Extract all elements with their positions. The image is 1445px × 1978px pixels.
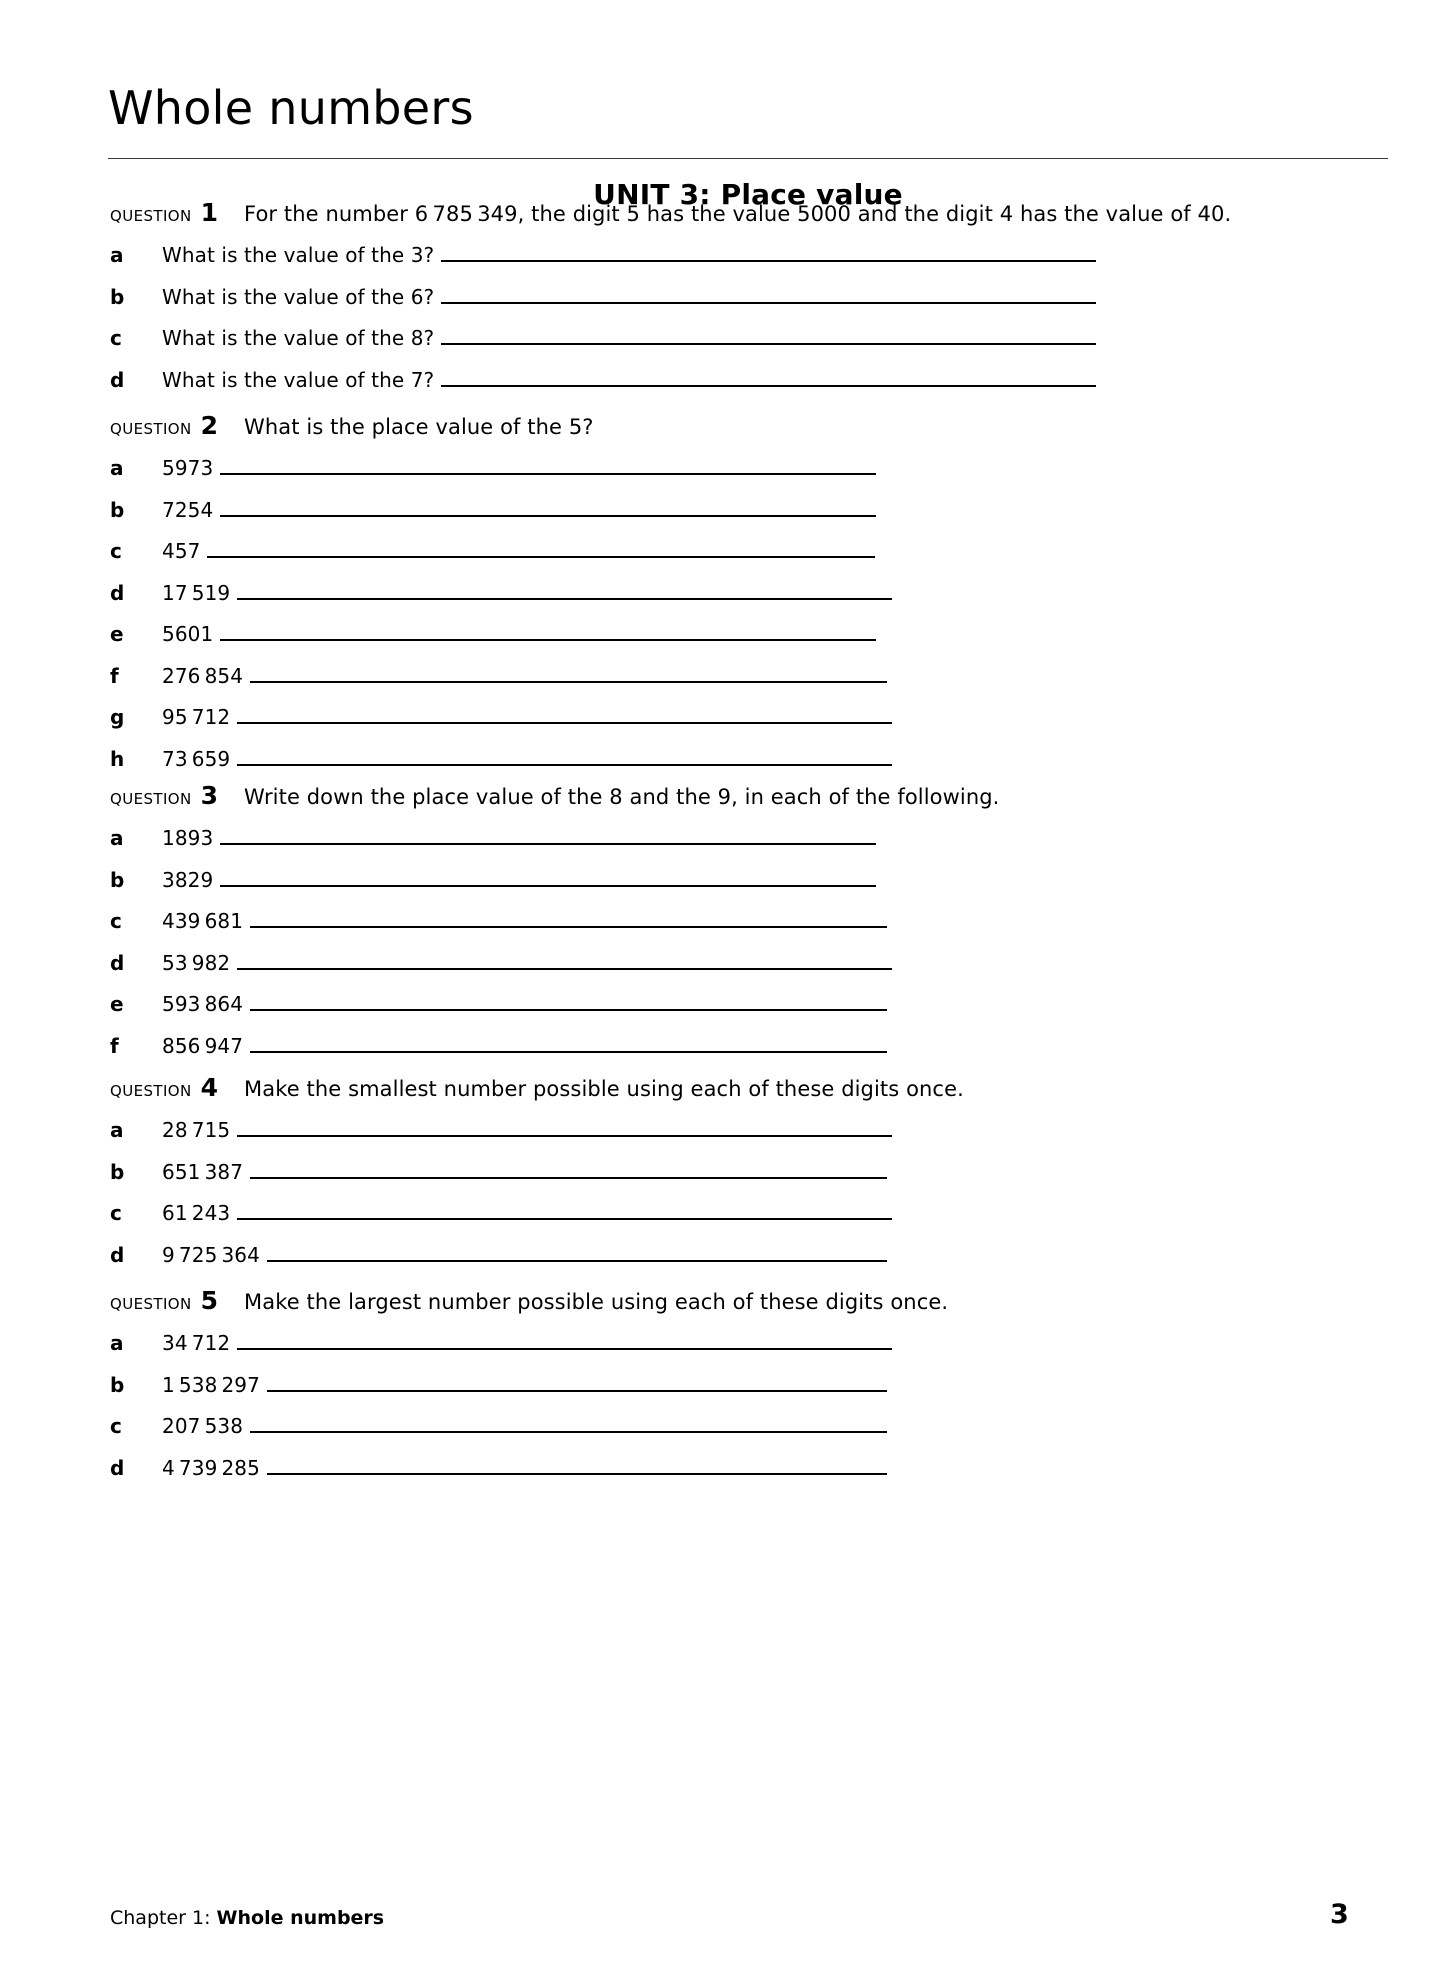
question-item bbox=[110, 368, 1096, 392]
item-letter: e bbox=[110, 992, 124, 1016]
answer-blank-line[interactable] bbox=[267, 1259, 887, 1262]
question-item bbox=[110, 1201, 892, 1225]
item-text: What is the value of the 7? bbox=[162, 367, 435, 392]
question-item bbox=[110, 622, 876, 646]
question-prompt: For the number 6 785 349, the digit 5 has the value 5000 and the digit 4 has the value of 40. bbox=[244, 202, 1232, 226]
item-body bbox=[162, 539, 875, 563]
item-letter: a bbox=[110, 1118, 124, 1142]
question-item bbox=[110, 992, 887, 1016]
item-text: 856 947 bbox=[162, 1033, 244, 1058]
answer-blank-line[interactable] bbox=[250, 1050, 887, 1053]
question-heading-5 bbox=[110, 1286, 948, 1315]
question-item bbox=[110, 498, 876, 522]
item-letter: f bbox=[110, 1033, 119, 1058]
question-item bbox=[110, 826, 876, 850]
question-item bbox=[110, 1331, 892, 1355]
answer-blank-line[interactable] bbox=[441, 259, 1096, 262]
item-text: 5973 bbox=[162, 456, 214, 480]
question-number: 1 bbox=[200, 198, 219, 227]
answer-blank-line[interactable] bbox=[237, 1134, 892, 1137]
item-letter: b bbox=[110, 1372, 125, 1397]
item-text: What is the value of the 3? bbox=[162, 243, 435, 267]
question-item bbox=[110, 705, 892, 729]
item-text: 61 243 bbox=[162, 1201, 231, 1225]
question-item bbox=[110, 1373, 887, 1397]
item-text: 73 659 bbox=[162, 746, 231, 771]
answer-blank-line[interactable] bbox=[250, 925, 887, 928]
answer-blank-line[interactable] bbox=[267, 1472, 887, 1475]
item-letter: d bbox=[110, 580, 125, 605]
question-item bbox=[110, 951, 892, 975]
item-body bbox=[162, 1201, 892, 1225]
question-item bbox=[110, 243, 1096, 267]
item-letter: f bbox=[110, 663, 119, 688]
item-letter: a bbox=[110, 826, 124, 850]
item-text: 1 538 297 bbox=[162, 1372, 260, 1397]
page-number: 3 bbox=[1330, 1899, 1349, 1930]
question-item bbox=[110, 1160, 887, 1184]
question-prompt: What is the place value of the 5? bbox=[244, 415, 594, 439]
item-text: What is the value of the 6? bbox=[162, 284, 435, 309]
question-heading-3 bbox=[110, 781, 999, 810]
item-letter: d bbox=[110, 367, 125, 392]
question-heading-4 bbox=[110, 1073, 964, 1102]
item-letter: g bbox=[110, 705, 125, 729]
answer-blank-line[interactable] bbox=[237, 1217, 892, 1220]
item-text: 439 681 bbox=[162, 909, 244, 933]
answer-blank-line[interactable] bbox=[250, 1430, 887, 1433]
item-body bbox=[162, 622, 876, 646]
item-body bbox=[162, 1331, 892, 1355]
question-item bbox=[110, 747, 892, 771]
answer-blank-line[interactable] bbox=[441, 301, 1096, 304]
item-body bbox=[162, 868, 876, 892]
item-letter: d bbox=[110, 1242, 125, 1267]
item-body bbox=[162, 909, 887, 933]
item-text: 276 854 bbox=[162, 663, 244, 688]
item-letter: c bbox=[110, 1201, 122, 1225]
item-body bbox=[162, 1034, 887, 1058]
item-body bbox=[162, 326, 1096, 350]
question-item bbox=[110, 868, 876, 892]
item-body bbox=[162, 664, 887, 688]
question-number: 4 bbox=[200, 1073, 219, 1102]
item-body bbox=[162, 243, 1096, 267]
item-text: 53 982 bbox=[162, 950, 231, 975]
question-item bbox=[110, 1118, 892, 1142]
item-letter: b bbox=[110, 284, 125, 309]
item-body bbox=[162, 705, 892, 729]
item-letter: d bbox=[110, 1455, 125, 1480]
question-word: question bbox=[110, 785, 192, 809]
question-word: question bbox=[110, 1290, 192, 1314]
item-text: 5601 bbox=[162, 622, 214, 646]
item-text: 593 864 bbox=[162, 992, 244, 1016]
unit-heading: UNIT 3: Place value bbox=[593, 178, 903, 211]
question-item bbox=[110, 326, 1096, 350]
header-divider bbox=[108, 158, 1388, 159]
item-text: 7254 bbox=[162, 497, 214, 522]
item-letter: b bbox=[110, 867, 125, 892]
answer-blank-line[interactable] bbox=[237, 1347, 892, 1350]
item-body bbox=[162, 368, 1096, 392]
item-letter: h bbox=[110, 746, 125, 771]
item-text: 207 538 bbox=[162, 1414, 244, 1438]
item-text: 34 712 bbox=[162, 1331, 231, 1355]
question-item bbox=[110, 664, 887, 688]
item-body bbox=[162, 1414, 887, 1438]
answer-blank-line[interactable] bbox=[237, 763, 892, 766]
question-number: 3 bbox=[200, 781, 219, 810]
item-body bbox=[162, 992, 887, 1016]
question-item bbox=[110, 581, 892, 605]
question-item bbox=[110, 909, 887, 933]
item-letter: c bbox=[110, 539, 122, 563]
item-body bbox=[162, 747, 892, 771]
question-word: question bbox=[110, 415, 192, 439]
item-letter: c bbox=[110, 1414, 122, 1438]
item-body bbox=[162, 1118, 892, 1142]
item-body bbox=[162, 456, 876, 480]
item-text: 9 725 364 bbox=[162, 1242, 260, 1267]
answer-blank-line[interactable] bbox=[267, 1389, 887, 1392]
item-letter: c bbox=[110, 909, 122, 933]
question-word: question bbox=[110, 1077, 192, 1101]
question-word: question bbox=[110, 202, 192, 226]
answer-blank-line[interactable] bbox=[220, 472, 876, 475]
answer-blank-line[interactable] bbox=[237, 721, 892, 724]
question-item bbox=[110, 285, 1096, 309]
item-text: 28 715 bbox=[162, 1118, 231, 1142]
answer-blank-line[interactable] bbox=[237, 967, 892, 970]
item-body bbox=[162, 1243, 887, 1267]
item-letter: b bbox=[110, 1159, 125, 1184]
item-letter: a bbox=[110, 243, 124, 267]
item-text: 17 519 bbox=[162, 580, 231, 605]
answer-blank-line[interactable] bbox=[220, 638, 876, 641]
question-item bbox=[110, 1243, 887, 1267]
answer-blank-line[interactable] bbox=[441, 342, 1096, 345]
item-body bbox=[162, 951, 892, 975]
question-heading-1 bbox=[110, 198, 1231, 227]
footer bbox=[110, 1907, 384, 1929]
item-letter: d bbox=[110, 950, 125, 975]
footer-chapter-prefix: Chapter 1: bbox=[110, 1907, 211, 1929]
page-title: Whole numbers bbox=[108, 81, 474, 135]
answer-blank-line[interactable] bbox=[220, 884, 876, 887]
item-body bbox=[162, 498, 876, 522]
question-number: 2 bbox=[200, 411, 219, 440]
item-text: 95 712 bbox=[162, 705, 231, 729]
answer-blank-line[interactable] bbox=[250, 1008, 887, 1011]
item-letter: c bbox=[110, 326, 122, 350]
question-item bbox=[110, 1034, 887, 1058]
item-letter: b bbox=[110, 497, 125, 522]
question-prompt: Make the smallest number possible using each of these digits once. bbox=[244, 1077, 964, 1101]
item-body bbox=[162, 1160, 887, 1184]
answer-blank-line[interactable] bbox=[250, 1176, 887, 1179]
item-body bbox=[162, 285, 1096, 309]
item-text: 4 739 285 bbox=[162, 1455, 260, 1480]
item-letter: e bbox=[110, 622, 124, 646]
question-item bbox=[110, 456, 876, 480]
item-text: 3829 bbox=[162, 867, 214, 892]
item-text: 651 387 bbox=[162, 1159, 244, 1184]
question-number: 5 bbox=[200, 1286, 219, 1315]
question-prompt: Make the largest number possible using each of these digits once. bbox=[244, 1290, 949, 1314]
item-body bbox=[162, 1373, 887, 1397]
item-text: 1893 bbox=[162, 826, 214, 850]
item-body bbox=[162, 826, 876, 850]
question-item bbox=[110, 539, 875, 563]
item-text: 457 bbox=[162, 539, 201, 563]
answer-blank-line[interactable] bbox=[207, 555, 875, 558]
answer-blank-line[interactable] bbox=[250, 680, 887, 683]
answer-blank-line[interactable] bbox=[220, 514, 876, 517]
item-body bbox=[162, 1456, 887, 1480]
question-item bbox=[110, 1414, 887, 1438]
item-letter: a bbox=[110, 456, 124, 480]
answer-blank-line[interactable] bbox=[237, 597, 892, 600]
question-prompt: Write down the place value of the 8 and the 9, in each of the following. bbox=[244, 785, 1000, 809]
item-body bbox=[162, 581, 892, 605]
footer-chapter-name: Whole numbers bbox=[216, 1907, 385, 1929]
item-letter: a bbox=[110, 1331, 124, 1355]
item-text: What is the value of the 8? bbox=[162, 326, 435, 350]
answer-blank-line[interactable] bbox=[220, 842, 876, 845]
question-heading-2 bbox=[110, 411, 594, 440]
answer-blank-line[interactable] bbox=[441, 384, 1096, 387]
question-item bbox=[110, 1456, 887, 1480]
